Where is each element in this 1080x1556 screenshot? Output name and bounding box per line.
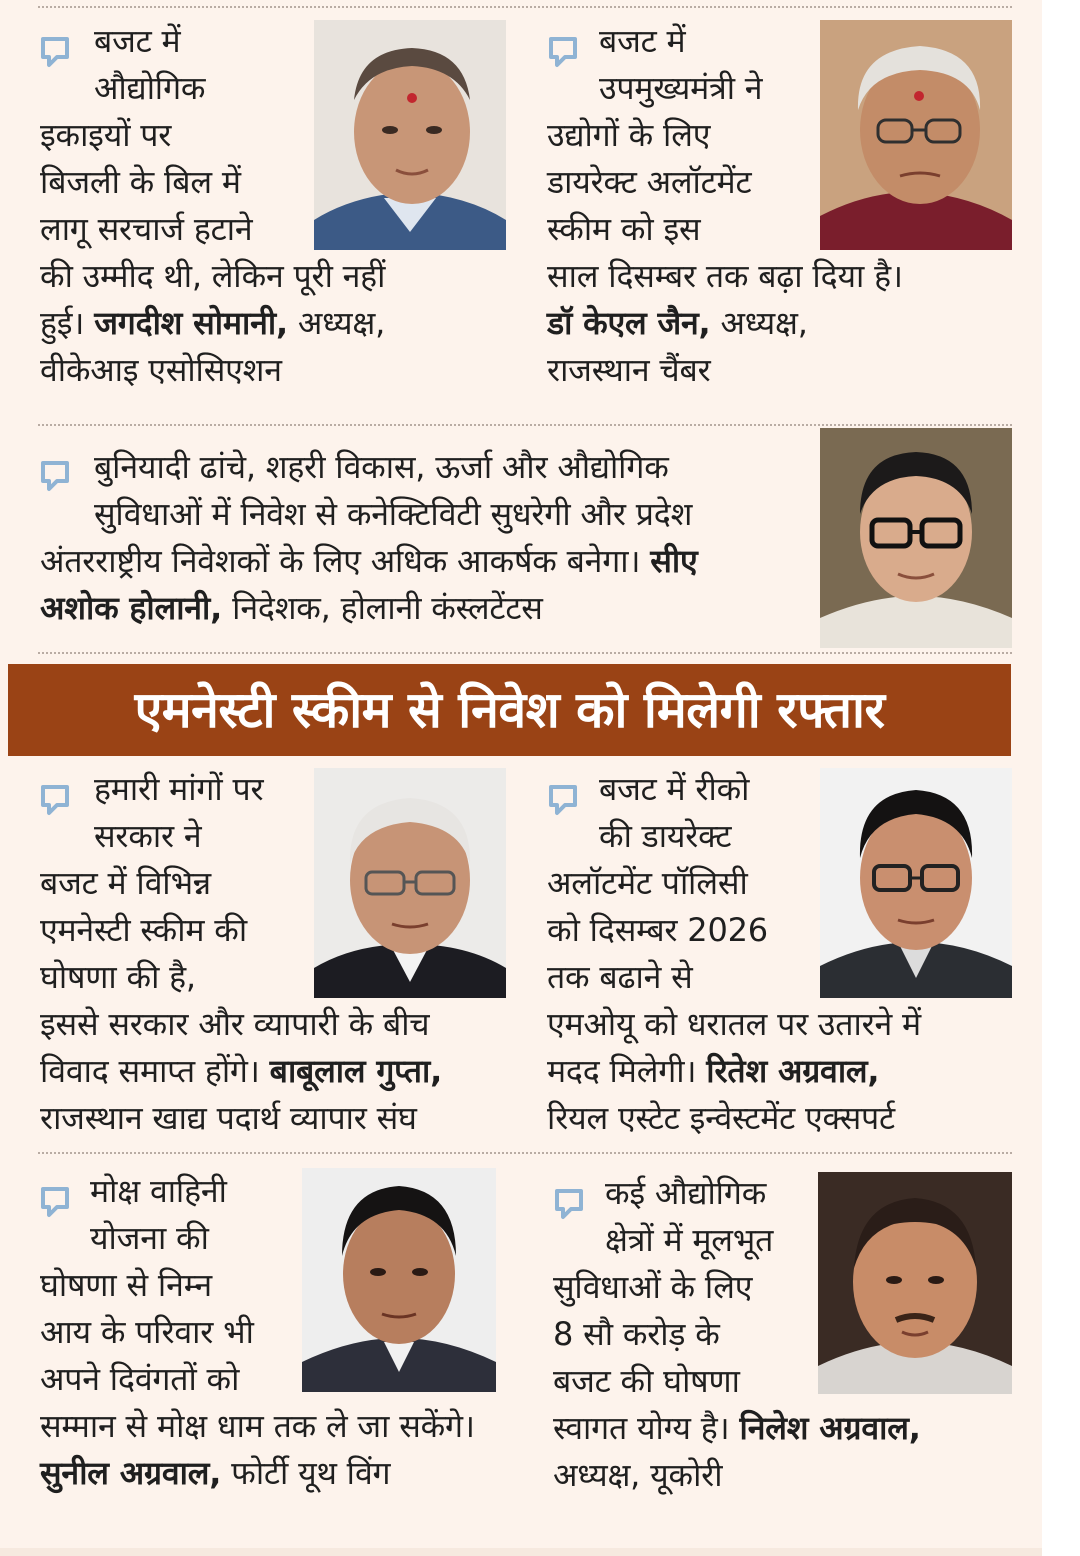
speaker-role: फोर्टी यूथ विंग [231, 1454, 391, 1492]
quote-line: अलॉटमेंट पॉलिसी [547, 864, 748, 902]
quote-line: बिजली के बिल में [40, 163, 241, 201]
quote-line: साल दिसम्बर तक बढ़ा दिया है। [547, 257, 903, 295]
quote-line: को दिसम्बर 2026 [547, 911, 768, 949]
quote-line: बजट में [94, 22, 181, 60]
quote-text: स्वागत योग्य है। [553, 1409, 730, 1447]
quote-line: अंतरराष्ट्रीय निवेशकों के लिए अधिक आकर्षक बनेगा। [40, 542, 641, 580]
quote-line: बजट में रीको [599, 770, 750, 808]
quote-holani [40, 444, 810, 632]
quote-line: एमनेस्टी स्कीम की [40, 911, 247, 949]
quote-line: आय के परिवार भी [40, 1313, 254, 1351]
quote-line: एमओयू को धरातल पर उतारने में [547, 1005, 921, 1043]
speaker-name: जगदीश सोमानी, [94, 304, 288, 342]
quote-line: सुविधाओं में निवेश से कनेक्टिविटी सुधरेगी और प्रदेश [94, 495, 693, 533]
quote-line: तक बढाने से [547, 958, 693, 996]
quote-line: औद्योगिक [94, 69, 206, 107]
quote-line: बजट में [599, 22, 686, 60]
divider [38, 424, 1012, 426]
speaker-org: रियल एस्टेट इन्वेस्टमेंट एक्सपर्ट [547, 1099, 895, 1137]
speaker-org: वीकेआइ एसोसिएशन [40, 351, 282, 389]
speaker-org: अध्यक्ष, यूकोरी [553, 1456, 723, 1494]
quote-line: कई औद्योगिक [605, 1174, 767, 1212]
speaker-name: बाबूलाल गुप्ता, [269, 1052, 443, 1090]
quote-line: घोषणा से निम्न [40, 1266, 212, 1304]
speaker-role: अध्यक्ष, [720, 304, 808, 342]
speaker-name: सुनील अग्रवाल, [40, 1454, 222, 1492]
speaker-org: राजस्थान खाद्य पदार्थ व्यापार संघ [40, 1099, 417, 1137]
quote-line: की उम्मीद थी, लेकिन पूरी नहीं [40, 257, 386, 295]
page-bottom-edge [0, 1548, 1042, 1556]
speaker-role: अध्यक्ष, [297, 304, 386, 342]
photo-ashok-holani [820, 428, 1012, 648]
speaker-name: सीए [650, 542, 698, 580]
photo-sunil-agrawal [302, 1168, 496, 1392]
divider [38, 1152, 1012, 1154]
quote-line: डायरेक्ट अलॉटमेंट [547, 163, 752, 201]
quote-line: 8 सौ करोड़ के [553, 1315, 720, 1353]
photo-nilesh-agrawal [818, 1172, 1012, 1394]
quote-line: इकाइयों पर [40, 116, 172, 154]
quote-line: बजट की घोषणा [553, 1362, 740, 1400]
photo-ritesh-agrawal [820, 768, 1012, 998]
quote-line: घोषणा की है, [40, 958, 196, 996]
quote-line: की डायरेक्ट [599, 817, 732, 855]
quote-line: सरकार ने [94, 817, 202, 855]
quote-line: क्षेत्रों में मूलभूत [605, 1221, 774, 1259]
quote-line: इससे सरकार और व्यापारी के बीच [40, 1005, 430, 1043]
speaker-role: निदेशक, होलानी कंस्लटेंटस [232, 589, 543, 627]
divider [38, 6, 1012, 8]
quote-text: मदद मिलेगी। [547, 1052, 697, 1090]
speaker-name: रितेश अग्रवाल, [706, 1052, 880, 1090]
speaker-name: अशोक होलानी, [40, 589, 223, 627]
quote-line: स्कीम को इस [547, 210, 701, 248]
quote-text: विवाद समाप्त होंगे। [40, 1052, 260, 1090]
photo-jagdish-somani [314, 20, 506, 250]
quote-text: हुई। [40, 304, 85, 342]
photo-kl-jain [820, 20, 1012, 250]
section-headline: एमनेस्टी स्कीम से निवेश को मिलेगी रफ्तार [8, 664, 1011, 756]
quote-line: योजना की [90, 1219, 209, 1257]
quote-line: लागू सरचार्ज हटाने [40, 210, 253, 248]
quote-line: हमारी मांगों पर [94, 770, 264, 808]
quote-line: उपमुख्यमंत्री ने [599, 69, 763, 107]
quote-line: अपने दिवंगतों को [40, 1360, 240, 1398]
quote-line: बुनियादी ढांचे, शहरी विकास, ऊर्जा और औद्योगिक [94, 448, 669, 486]
speaker-name: डॉ केएल जैन, [547, 304, 711, 342]
quote-line: मोक्ष वाहिनी [90, 1172, 227, 1210]
quote-line: सम्मान से मोक्ष धाम तक ले जा सकेंगे। [40, 1407, 475, 1445]
speaker-name: निलेश अग्रवाल, [739, 1409, 921, 1447]
quote-line: उद्योगों के लिए [547, 116, 711, 154]
photo-babulal-gupta [314, 768, 506, 998]
page-margin [1042, 0, 1080, 1556]
quote-line: बजट में विभिन्न [40, 864, 211, 902]
speaker-org: राजस्थान चैंबर [547, 351, 711, 389]
quote-line: सुविधाओं के लिए [553, 1268, 753, 1306]
divider [38, 652, 1012, 654]
